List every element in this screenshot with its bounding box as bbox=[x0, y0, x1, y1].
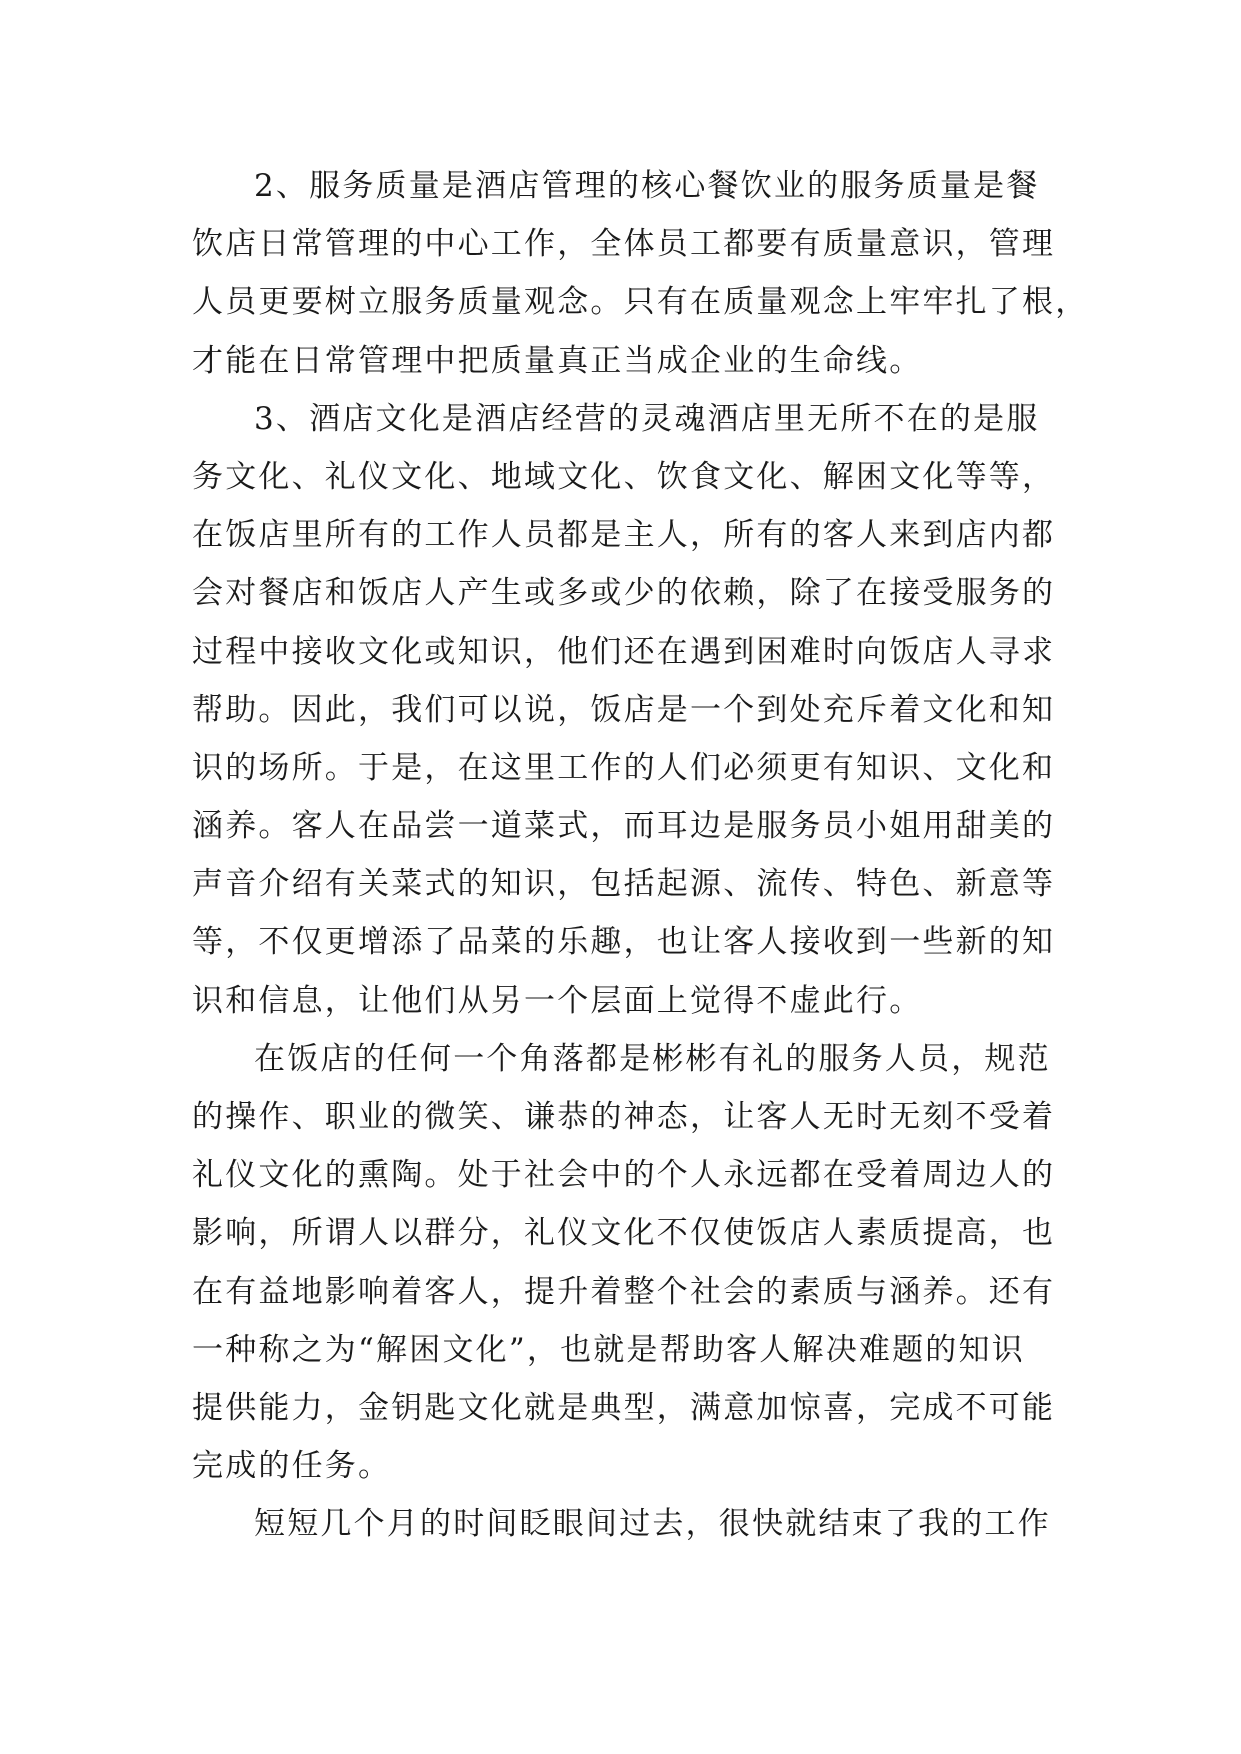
text-line: 涵养。客人在品尝一道菜式，而耳边是服务员小姐用甜美的 bbox=[192, 808, 1056, 845]
text-line: 短短几个月的时间眨眼间过去，很快就结束了我的工作 bbox=[254, 1506, 1051, 1543]
text-line: 在饭店的任何一个角落都是彬彬有礼的服务人员，规范 bbox=[254, 1040, 1051, 1077]
text-line: 识和信息，让他们从另一个层面上觉得不虚此行。 bbox=[192, 982, 923, 1019]
text-line: 人员更要树立服务质量观念。只有在质量观念上牢牢扎了根， bbox=[192, 284, 1089, 321]
text-line: 礼仪文化的熏陶。处于社会中的个人永远都在受着周边人的 bbox=[192, 1157, 1056, 1194]
text-line: 才能在日常管理中把质量真正当成企业的生命线。 bbox=[192, 342, 923, 379]
text-line: 饮店日常管理的中心工作，全体员工都要有质量意识，管理 bbox=[192, 226, 1056, 263]
text-line: 识的场所。于是，在这里工作的人们必须更有知识、文化和 bbox=[192, 749, 1056, 786]
text-line: 等，不仅更增添了品菜的乐趣，也让客人接收到一些新的知 bbox=[192, 924, 1056, 961]
text-line: 过程中接收文化或知识，他们还在遇到困难时向饭店人寻求 bbox=[192, 633, 1056, 670]
text-line: 帮助。因此，我们可以说，饭店是一个到处充斥着文化和知 bbox=[192, 691, 1056, 728]
text-line: 完成的任务。 bbox=[192, 1448, 392, 1485]
text-line: 3、酒店文化是酒店经营的灵魂酒店里无所不在的是服 bbox=[254, 400, 1040, 437]
text-line: 在有益地影响着客人，提升着整个社会的素质与涵养。还有 bbox=[192, 1273, 1056, 1310]
text-line: 的操作、职业的微笑、谦恭的神态，让客人无时无刻不受着 bbox=[192, 1099, 1056, 1135]
text-line: 在饭店里所有的工作人员都是主人，所有的客人来到店内都 bbox=[192, 517, 1056, 554]
text-line: 务文化、礼仪文化、地域文化、饮食文化、解困文化等等， bbox=[192, 458, 1056, 495]
text-line: 会对餐店和饭店人产生或多或少的依赖，除了在接受服务的 bbox=[192, 575, 1056, 612]
text-line: 提供能力，金钥匙文化就是典型，满意加惊喜，完成不可能 bbox=[192, 1389, 1056, 1426]
document-body-text bbox=[192, 157, 1092, 1554]
text-line: 2、服务质量是酒店管理的核心餐饮业的服务质量是餐 bbox=[254, 168, 1040, 204]
text-line: 声音介绍有关菜式的知识，包括起源、流传、特色、新意等 bbox=[192, 866, 1056, 903]
text-line: 影响，所谓人以群分，礼仪文化不仅使饭店人素质提高，也 bbox=[192, 1215, 1056, 1252]
text-line: 一种称之为“解困文化”，也就是帮助客人解决难题的知识 bbox=[192, 1331, 1025, 1368]
